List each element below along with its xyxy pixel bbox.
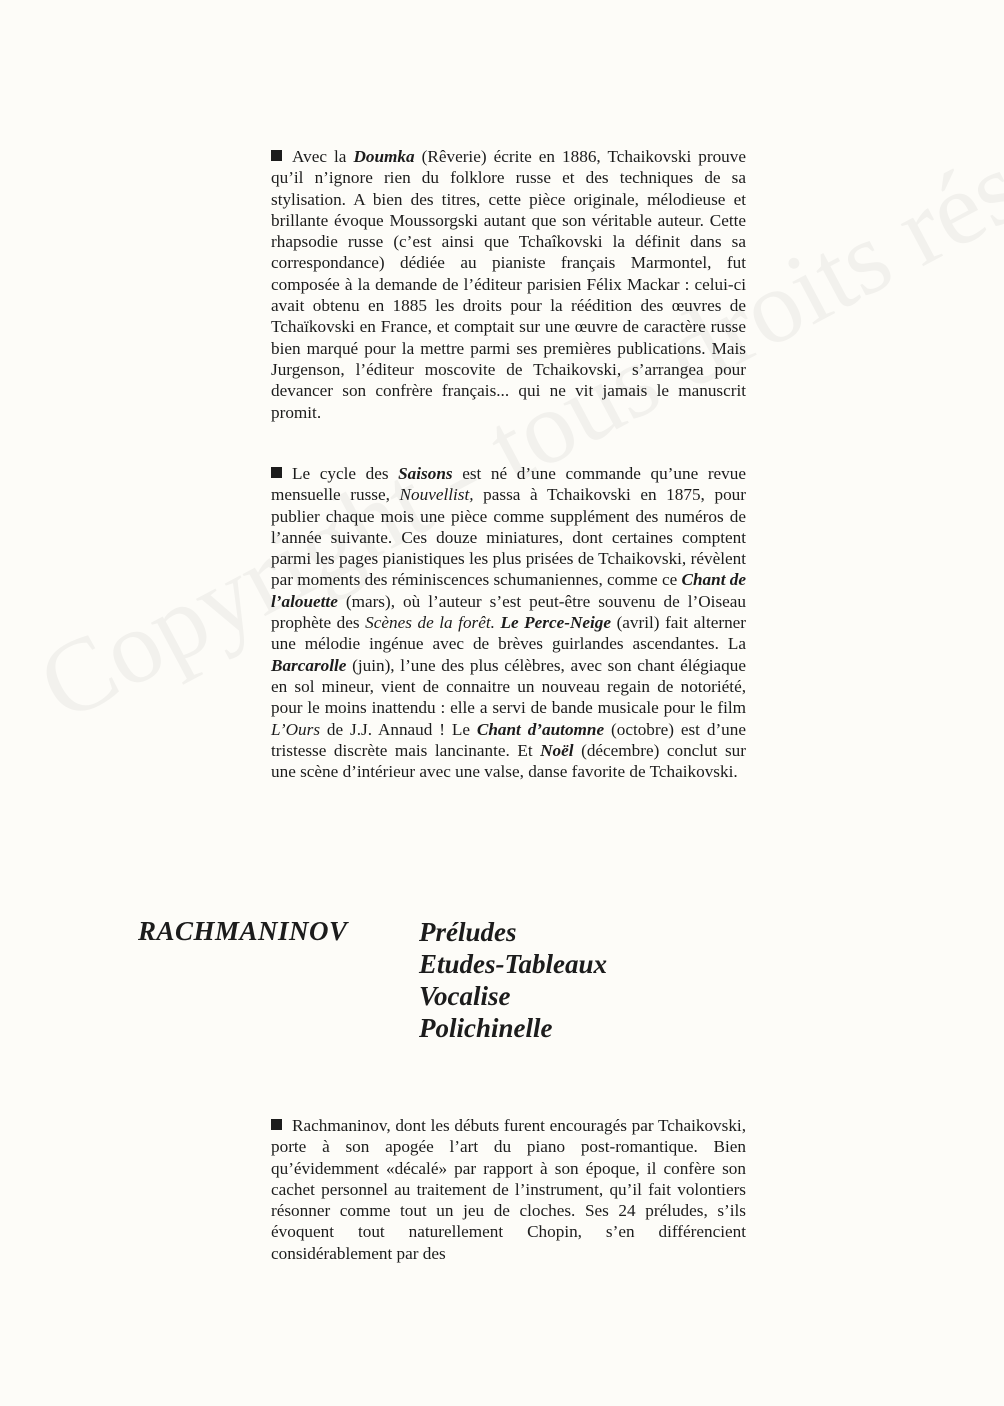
title-barcarolle: Barcarolle [271,655,347,675]
square-bullet-icon [271,1119,282,1130]
work-title: Polichinelle [419,1013,553,1043]
title-chant-alouette: Chant de l’alouette [271,570,746,611]
text: Le cycle des [292,464,399,483]
title-doumka: Doumka [353,147,415,166]
paragraph-saisons [271,463,746,782]
title-perce-neige: Le Perce-Neige [500,613,612,633]
text: (octobre) est d’une tristesse discrète mais lancinante. Et [271,719,746,760]
square-bullet-icon [271,467,282,478]
text: (juin), l’une des plus célèbres, avec son chant élégiaque en sol mineur, vient de connaitre un nouveau regain de notoriété, pour le moins inattendu : elle a servi de bande musicale pour le film [271,655,746,718]
work-title: Vocalise [419,981,511,1011]
composer-heading: RACHMANINOV [138,916,348,946]
text: (Rêverie) écrite en 1886, Tchaikovski prouve qu’il n’ignore rien du folklore russe et des techniques de sa stylisation. A bien des titres, cette pièce originale, mélodieuse et brillante évoque Moussorgski autant que son véritable auteur. Cette rhapsodie russe (c’est ainsi que Tchaîkovski la définit dans sa correspondance) dédiée au pianiste français Marmontel, fut composée à la demande de l’éditeur parisien Félix Mackar : celui-ci avait obtenu en 1885 les droits pour la réédition des œuvres de Tchaïkovski en France, et comptait sur une œuvre de caractère russe bien marqué pour la mettre parmi ses premières publications. Mais Jurgenson, l’éditeur moscovite de Tchaikovski, s’arrangea pour devancer son confrère français... qui ne vit jamais le manuscrit promit. [271,147,747,422]
paragraph-doumka [271,146,746,423]
text: Avec la [292,147,354,166]
title-saisons: Saisons [398,464,453,483]
title-chant-automne: Chant d’automne [476,719,605,739]
title-nouvellist: Nouvellist, [399,485,474,505]
text: Rachmaninov, dont les débuts furent encouragés par Tchaikovski, porte à son apogée l’art du piano post-romantique. Bien qu’évidemment «décalé» par rapport à son époque, il confère son cachet personnel au traitement de l’instrument, qu’il fait volontiers résonner comme tout un jeu de cloches. Ses 24 préludes, s’ils évoquent tout naturellement Chopin, s’en différencient considérablement par des [271,1116,746,1263]
text: (décembre) conclut sur une scène d’intérieur avec une valse, danse favorite de Tchaikovski. [271,740,746,782]
title-l-ours: L’Ours [271,719,321,739]
text: passa à Tchaikovski en 1875, pour publier chaque mois une pièce comme supplément des numéros de l’année suivante. Ces douze miniatures, dont certaines comptent parmi les pages pianistiques les plus prisées de Tchaikovski, révèlent par moments des réminiscences schumaniennes, comme ce [271,485,746,590]
text: (mars), où l’auteur s’est peut-être souvenu de l’Oiseau prophète des [271,591,746,633]
title-noel: Noël [540,740,574,760]
work-title: Préludes [419,917,517,947]
title-scenes-foret: Scènes de la forêt. [365,613,495,633]
square-bullet-icon [271,150,282,161]
text: (avril) fait alterner une mélodie ingénue avec de brèves guirlandes ascendantes. La [271,613,747,654]
works-list [419,916,607,1044]
work-title: Etudes-Tableaux [419,949,608,979]
paragraph-rachmaninov [271,1115,746,1264]
text: est né d’une commande qu’une revue mensuelle russe, [271,464,746,505]
text: de J.J. Annaud ! Le [320,719,477,739]
